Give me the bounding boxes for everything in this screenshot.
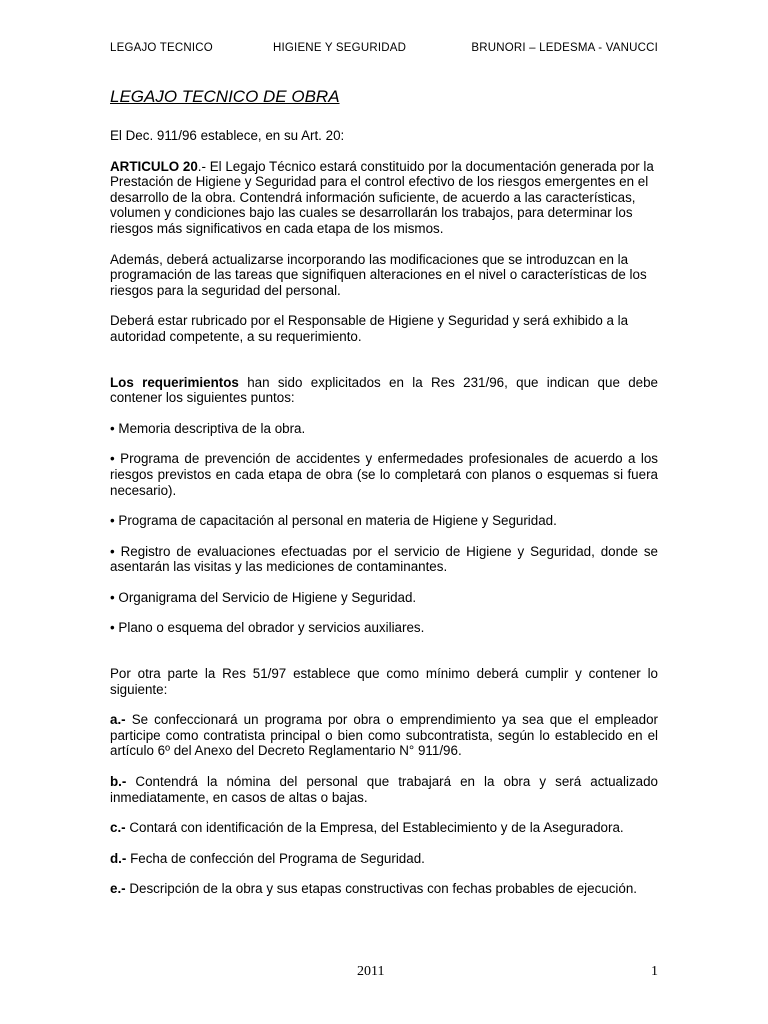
list-item [110,820,658,836]
rubricado-paragraph: Deberá estar rubricado por el Responsable de Higiene y Seguridad y será exhibido a la autoridad competente, a su requerimiento. [110,313,629,344]
res51-paragraph: Por otra parte la Res 51/97 establece que como mínimo deberá cumplir y contener lo siguiente: [110,666,658,697]
item-text: Contará con identificación de la Empresa, del Establecimiento y de la Aseguradora. [125,820,624,836]
item-label: a.- [110,712,126,728]
item-label: d.- [110,850,127,866]
article-label: ARTICULO 20 [110,158,198,174]
requerimientos-paragraph [110,375,658,406]
header-left: LEGAJO TECNICO [110,42,213,54]
bullet-item: • Programa de capacitación al personal en materia de Higiene y Seguridad. [110,513,557,529]
bullet-item: • Memoria descriptiva de la obra. [110,420,306,436]
list-item [110,712,658,759]
item-text: Descripción de la obra y sus etapas constructivas con fechas probables de ejecución. [125,881,638,897]
requerimientos-label: Los requerimientos [110,374,239,390]
header-right: BRUNORI – LEDESMA - VANUCCI [471,42,658,54]
item-label: c.- [110,820,126,836]
page-number: 1 [651,964,658,979]
item-text: Se confeccionará un programa por obra o emprendimiento ya sea que el empleador participe como contratista principal o bien como subcontratista, según lo establecido en el artículo 6º del Anexo del Decreto Reglamentario N° 911/96. [110,712,658,759]
bullet-item: • Programa de prevención de accidentes y enfermedades profesionales de acuerdo a los riesgos previstos en cada etapa de obra (se lo completará con planos o esquemas si fuera necesario). [110,451,658,498]
item-label: e.- [110,881,126,897]
requerimientos-text: han sido explicitados en la Res 231/96, que indican que debe contener los siguientes puntos: [110,374,659,406]
document-title: LEGAJO TECNICO DE OBRA [110,87,340,106]
item-text: Contendrá la nómina del personal que trabajará en la obra y será actualizado inmediatamente, en casos de altas o bajas. [110,774,658,805]
ademas-paragraph: Además, deberá actualizarse incorporando las modificaciones que se introduzcan en la programación de las tareas que signifiquen alteraciones en el nivel o características de los riesgos para la seguridad del personal. [110,251,647,298]
article-text: .- El Legajo Técnico estará constituido por la documentación generada por la Prestación de Higiene y Seguridad para el control efectivo de los riesgos emergentes en el desarrollo de la obra. Contendrá información suficiente, de acuerdo a las características, volumen y condiciones bajo las cuales se desarrollarán los trabajos, para determinar los riesgos más significativos en cada etapa de los mismos. [110,158,654,236]
item-label: b.- [110,774,127,790]
spacer [110,360,658,375]
spacer [110,651,658,666]
document-body [110,86,658,912]
bullet-item: • Plano o esquema del obrador y servicios auxiliares. [110,620,425,636]
bullet-item: • Organigrama del Servicio de Higiene y Seguridad. [110,589,417,605]
list-item [110,774,658,805]
item-text: Fecha de confección del Programa de Seguridad. [126,850,425,866]
bullet-item: • Registro de evaluaciones efectuadas por el servicio de Higiene y Seguridad, donde se asentarán las visitas y las mediciones de contaminantes. [110,543,658,575]
footer-year: 2011 [357,964,385,979]
list-item [110,881,658,897]
article-paragraph [110,159,658,237]
list-item [110,851,658,867]
intro-paragraph: El Dec. 911/96 establece, en su Art. 20: [110,128,345,143]
header-center: HIGIENE Y SEGURIDAD [273,42,407,54]
